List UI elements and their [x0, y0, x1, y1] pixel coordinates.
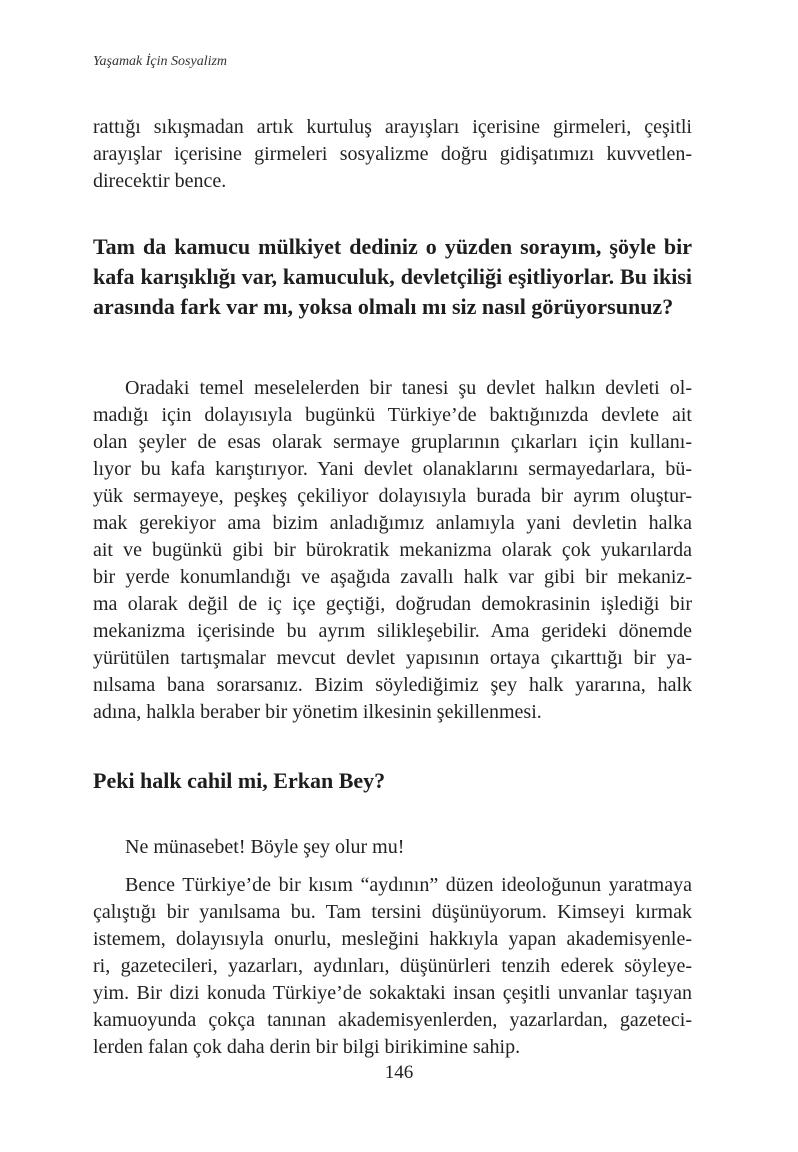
- text-line: rattığı sıkışmadan artık kurtuluş arayışları içerisine girmeleri, çeşitli: [93, 116, 692, 138]
- interview-question: [93, 766, 692, 796]
- text-line: mak gerekiyor ama bizim anladığımız anlamıyla yani devletin halka: [93, 512, 692, 534]
- text-line: kamuoyunda çokça tanınan akademisyenlerden, yazarlardan, gazeteci-: [93, 1009, 692, 1031]
- text-line: adına, halkla beraber bir yönetim ilkesinin şekillenmesi.: [93, 701, 542, 723]
- text-line: lıyor bu kafa karıştırıyor. Yani devlet olanaklarını sermayedarlara, bü-: [93, 458, 692, 480]
- text-line: direcektir bence.: [93, 170, 227, 192]
- text-line: Ne münasebet! Böyle şey olur mu!: [125, 836, 405, 858]
- text-line: mekanizma içerisinde bu ayrım silikleşebilir. Ama gerideki dönemde: [93, 620, 692, 642]
- text-line: lerden falan çok daha derin bir bilgi birikimine sahip.: [93, 1036, 521, 1058]
- answer-paragraph: [93, 375, 692, 726]
- text-line: istemem, dolayısıyla onurlu, mesleğini hakkıyla yapan akademisyenle-: [93, 928, 692, 950]
- answer-paragraph: [93, 834, 692, 861]
- text-line: yürütülen tartışmalar mevcut devlet yapısının ortaya çıkarttığı bir ya-: [93, 647, 692, 669]
- text-line: nılsama bana sorarsanız. Bizim söylediğimiz şey halk yararına, halk: [93, 674, 692, 696]
- text-line: madığı için dolayısıyla bugünkü Türkiye’de baktığınızda devlete ait: [93, 404, 692, 426]
- running-header: Yaşamak İçin Sosyalizm: [93, 54, 228, 69]
- text-line: çalıştığı bir yanılsama bu. Tam tersini düşünüyorum. Kimseyi kırmak: [93, 901, 692, 923]
- text-line: ait ve bugünkü gibi bir bürokratik mekanizma olarak çok yukarılarda: [93, 539, 692, 561]
- text-line: Oradaki temel meselelerden bir tanesi şu devlet halkın devleti ol-: [125, 377, 692, 399]
- question-line: Peki halk cahil mi, Erkan Bey?: [93, 768, 386, 793]
- text-line: Bence Türkiye’de bir kısım “aydının” düzen ideoloğunun yaratmaya: [125, 874, 692, 896]
- text-line: ma olarak değil de iç içe geçtiği, doğrudan demokrasinin işlediği bir: [93, 593, 692, 615]
- text-line: ri, gazetecileri, yazarları, aydınları, düşünürleri tenzih ederek söyleye-: [93, 955, 692, 977]
- page-number: 146: [384, 1062, 414, 1083]
- text-line: yük sermayeye, peşkeş çekiliyor dolayısıyla burada bir ayrım oluştur-: [93, 485, 692, 507]
- answer-paragraph: [93, 872, 692, 1061]
- text-line: bir yerde konumlandığı ve aşağıda zavallı halk var gibi bir mekaniz-: [93, 566, 692, 588]
- question-line: Tam da kamucu mülkiyet dediniz o yüzden sorayım, şöyle bir: [93, 234, 692, 259]
- text-line: yim. Bir dizi konuda Türkiye’de sokaktaki insan çeşitli unvanlar taşıyan: [93, 982, 692, 1004]
- question-line: kafa karışıklığı var, kamuculuk, devletçiliği eşitliyorlar. Bu ikisi: [93, 264, 692, 289]
- text-line: arayışlar içerisine girmeleri sosyalizme doğru gidişatımızı kuvvetlen-: [93, 143, 692, 165]
- text-line: olan şeyler de esas olarak sermaye gruplarının çıkarları için kullanı-: [93, 431, 692, 453]
- paragraph-continuation: [93, 114, 692, 195]
- interview-question: [93, 232, 692, 322]
- question-line: arasında fark var mı, yoksa olmalı mı siz nasıl görüyorsunuz?: [93, 294, 674, 319]
